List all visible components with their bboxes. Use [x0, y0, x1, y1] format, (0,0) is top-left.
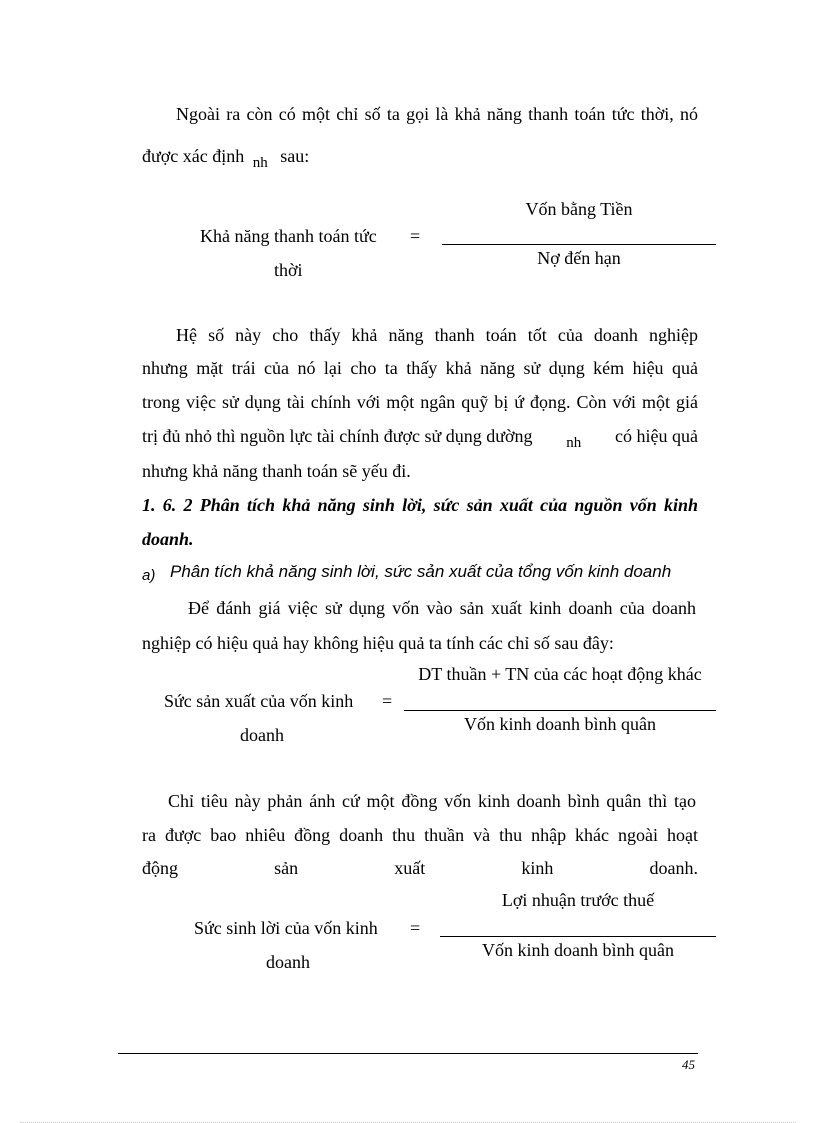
- intro-nh-fragment: nh: [252, 155, 268, 171]
- formula3-label-line-1: Sức sinh lời của vốn kinh: [194, 918, 378, 938]
- formula1-label-line-1: Khả năng thanh toán tức: [200, 226, 377, 246]
- para1-line-5: nhưng khả năng thanh toán sẽ yếu đi.: [142, 461, 411, 481]
- para2-line-1: Để đánh giá việc sử dụng vốn vào sản xuất kinh doanh của doanh: [188, 598, 696, 618]
- para1-line-4: [142, 424, 698, 450]
- page-number: 45: [682, 1057, 695, 1072]
- formula3-equals: =: [410, 918, 421, 938]
- formula2-equals: =: [382, 691, 393, 711]
- intro-line-2-text-a: được xác định: [142, 146, 245, 166]
- formula3-fraction-bar: [440, 936, 716, 937]
- formula3-denominator: Vốn kinh doanh bình quân: [482, 940, 674, 960]
- formula3-numerator: Lợi nhuận trước thuế: [501, 890, 655, 910]
- para3-line-1: Chỉ tiêu này phản ánh cứ một đồng vốn kinh doanh bình quân thì tạo: [168, 791, 696, 811]
- formula2-label-line-2: doanh: [240, 725, 284, 745]
- subheading-marker: a): [142, 567, 156, 584]
- intro-line-1: Ngoài ra còn có một chỉ số ta gọi là khả năng thanh toán tức thời, nó: [176, 104, 698, 124]
- section-heading-line-2: doanh.: [142, 529, 194, 549]
- para3-line-2: ra được bao nhiêu đồng doanh thu thuần và thu nhập khác ngoài hoạt: [142, 825, 698, 845]
- para1-nh-fragment: nh: [566, 435, 582, 451]
- formula2-numerator: DT thuần + TN của các hoạt động khác: [418, 664, 702, 684]
- formula1-fraction-bar: [442, 244, 716, 245]
- formula2-denominator: Vốn kinh doanh bình quân: [464, 714, 656, 734]
- footer-rule: [118, 1053, 698, 1054]
- formula1-equals: =: [410, 226, 421, 246]
- para1-line-4-text-a: trị đủ nhỏ thì nguồn lực tài chính được sử dụng dường: [142, 426, 533, 446]
- para2-line-2: nghiệp có hiệu quả hay không hiệu quả ta tính các chỉ số sau đây:: [142, 633, 614, 653]
- section-heading-line-1: 1. 6. 2 Phân tích khả năng sinh lời, sức sản xuất của nguồn vốn kinh: [142, 495, 698, 515]
- formula2-fraction-bar: [404, 710, 716, 711]
- para1-line-4-text-b: có hiệu quả: [615, 426, 698, 446]
- formula2-label-line-1: Sức sản xuất của vốn kinh: [164, 691, 354, 711]
- formula1-numerator: Vốn bằng Tiền: [525, 199, 633, 219]
- subheading-text: Phân tích khả năng sinh lời, sức sản xuất của tổng vốn kinh doanh: [170, 562, 672, 581]
- para1-line-3: trong việc sử dụng tài chính với một ngân quỹ bị ứ đọng. Còn với một giá: [142, 392, 698, 412]
- para1-line-1: Hệ số này cho thấy khả năng thanh toán tốt của doanh nghiệp: [176, 325, 698, 345]
- formula1-denominator: Nợ đến hạn: [537, 248, 621, 268]
- para3-line-3: động sản xuất kinh doanh.: [142, 858, 698, 878]
- formula3-label-line-2: doanh: [266, 952, 310, 972]
- formula1-label-line-2: thời: [274, 260, 303, 280]
- intro-line-2: [142, 144, 309, 170]
- intro-line-2-text-b: sau:: [280, 146, 310, 166]
- para1-line-2: nhưng mặt trái của nó lại cho ta thấy khả năng sử dụng kém hiệu quả: [142, 358, 698, 378]
